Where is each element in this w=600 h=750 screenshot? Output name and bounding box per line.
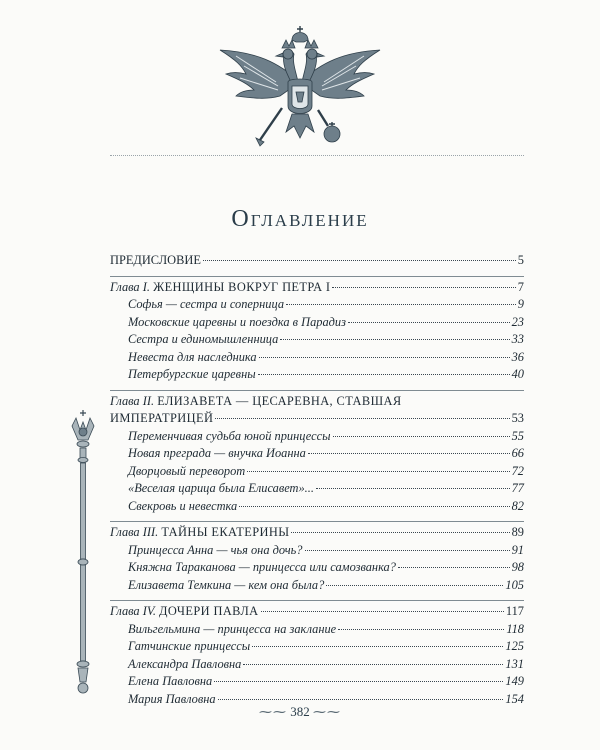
toc-entry[interactable] [110, 349, 524, 367]
chapter-number: Глава I. [110, 279, 150, 294]
dot-leader [291, 532, 509, 533]
page-title: Оглавление [231, 206, 369, 232]
dot-leader [259, 357, 510, 358]
dot-leader [215, 418, 509, 419]
toc-entry-chapter-line1[interactable] [110, 393, 524, 411]
toc-entry-preface[interactable] [110, 252, 524, 270]
entry-label: Елена Павловна [128, 674, 213, 688]
scepter-icon [68, 408, 98, 698]
entry-page: 72 [511, 463, 524, 478]
chapter-section [110, 600, 524, 708]
dot-leader [333, 436, 510, 437]
entry-page: 89 [511, 525, 524, 539]
entry-label: Александра Павловна [128, 656, 242, 671]
toc-entry-chapter[interactable] [110, 603, 524, 621]
toc-entry[interactable] [110, 331, 524, 349]
dot-leader [258, 374, 510, 375]
entry-label: Петербургские царевны [128, 367, 256, 381]
chapter-number: Глава IV. [110, 604, 156, 618]
toc-entry[interactable] [110, 498, 524, 516]
dot-leader [326, 585, 503, 586]
dot-leader [286, 304, 516, 305]
toc-entry[interactable] [110, 656, 524, 674]
dot-leader [398, 567, 510, 568]
entry-label: Переменчивая судьба юной принцессы [128, 428, 331, 443]
entry-page: 23 [511, 314, 524, 329]
toc-entry[interactable] [110, 314, 524, 332]
entry-label: Московские царевны и поездка в Парадиз [128, 314, 346, 329]
entry-label: Елизавета Темкина — кем она была? [128, 577, 325, 592]
entry-label: Новая преграда — внучка Иоанна [128, 446, 306, 460]
dot-leader [316, 488, 510, 489]
entry-label: Дворцовый переворот [128, 463, 246, 478]
entry-page: 66 [511, 446, 524, 460]
toc-entry[interactable] [110, 445, 524, 463]
swirl-ornament-icon: ⁓⁓ [259, 704, 287, 719]
dot-leader [252, 646, 503, 647]
chapter-title-continued: ИМПЕРАТРИЦЕЙ [110, 411, 214, 425]
chapter-section [110, 276, 524, 384]
entry-page: 91 [511, 542, 524, 557]
toc-entry[interactable] [110, 480, 524, 498]
entry-page: 33 [511, 332, 524, 346]
toc-entry[interactable] [110, 577, 524, 595]
chapter-title: ТАЙНЫ ЕКАТЕРИНЫ [161, 525, 290, 539]
toc-entry[interactable] [110, 621, 524, 639]
entry-label: ПРЕДИСЛОВИЕ [110, 253, 201, 267]
toc-entry[interactable] [110, 463, 524, 481]
toc-entry[interactable] [110, 673, 524, 691]
toc-entry[interactable] [110, 366, 524, 384]
divider [110, 155, 524, 156]
entry-label: «Веселая царица была Елисавет»... [128, 481, 314, 495]
entry-page: 117 [505, 604, 524, 618]
entry-page: 7 [517, 279, 524, 294]
entry-page: 105 [505, 577, 524, 592]
entry-label: Сестра и единомышленница [128, 332, 279, 346]
entry-label: Принцесса Анна — чья она дочь? [128, 542, 303, 557]
chapter-title: ЖЕНЩИНЫ ВОКРУГ ПЕТРА I [153, 279, 331, 294]
dot-leader [338, 629, 504, 630]
entry-label: Невеста для наследника [128, 349, 257, 364]
entry-page: 154 [505, 691, 524, 706]
dot-leader [247, 471, 509, 472]
dot-leader [203, 260, 516, 261]
preface-section [110, 252, 524, 270]
dot-leader [308, 453, 510, 454]
dot-leader [280, 339, 509, 340]
entry-page: 5 [517, 253, 524, 267]
chapter-number: Глава III. [110, 525, 159, 539]
entry-page: 82 [511, 498, 524, 513]
entry-label: Свекровь и невестка [128, 498, 238, 513]
dot-leader [218, 699, 504, 700]
entry-label: Софья — сестра и соперница [128, 297, 285, 311]
entry-label: Гатчинские принцессы [128, 639, 251, 653]
toc-entry-chapter[interactable] [110, 524, 524, 542]
dot-leader [332, 287, 515, 288]
chapter-title: ЕЛИЗАВЕТА — ЦЕСАРЕВНА, СТАВШАЯ [157, 393, 402, 408]
toc-entry[interactable] [110, 559, 524, 577]
entry-page: 36 [511, 349, 524, 364]
toc-entry[interactable] [110, 296, 524, 314]
dot-leader [214, 681, 503, 682]
chapter-section [110, 521, 524, 594]
dot-leader [243, 664, 503, 665]
toc-entry-chapter-line2[interactable] [110, 410, 524, 428]
chapter-title: ДОЧЕРИ ПАВЛА [159, 604, 259, 618]
entry-label: Мария Павловна [128, 691, 216, 706]
entry-page: 131 [505, 656, 524, 671]
entry-page: 98 [511, 560, 524, 574]
entry-page: 149 [505, 674, 524, 688]
toc-entry[interactable] [110, 638, 524, 656]
table-of-contents [110, 252, 524, 714]
dot-leader [348, 322, 510, 323]
chapter-section [110, 390, 524, 516]
swirl-ornament-icon: ⁓⁓ [313, 704, 341, 719]
toc-entry-chapter[interactable] [110, 279, 524, 297]
entry-page: 77 [511, 481, 524, 495]
dot-leader [261, 611, 504, 612]
entry-page: 40 [511, 367, 524, 381]
page-number-footer [0, 704, 600, 720]
dot-leader [305, 550, 510, 551]
double-headed-eagle-icon [216, 22, 384, 150]
toc-entry[interactable] [110, 542, 524, 560]
entry-page: 118 [506, 621, 524, 636]
entry-page: 125 [505, 639, 524, 653]
entry-page: 55 [511, 428, 524, 443]
dot-leader [239, 506, 509, 507]
entry-page: 9 [517, 297, 524, 311]
page-number: 382 [290, 704, 310, 719]
entry-page: 53 [511, 411, 524, 425]
chapter-number: Глава II. [110, 393, 155, 408]
toc-entry[interactable] [110, 428, 524, 446]
entry-label: Вильгельмина — принцесса на заклание [128, 621, 337, 636]
entry-label: Княжна Тараканова — принцесса или самозванка? [128, 560, 396, 574]
